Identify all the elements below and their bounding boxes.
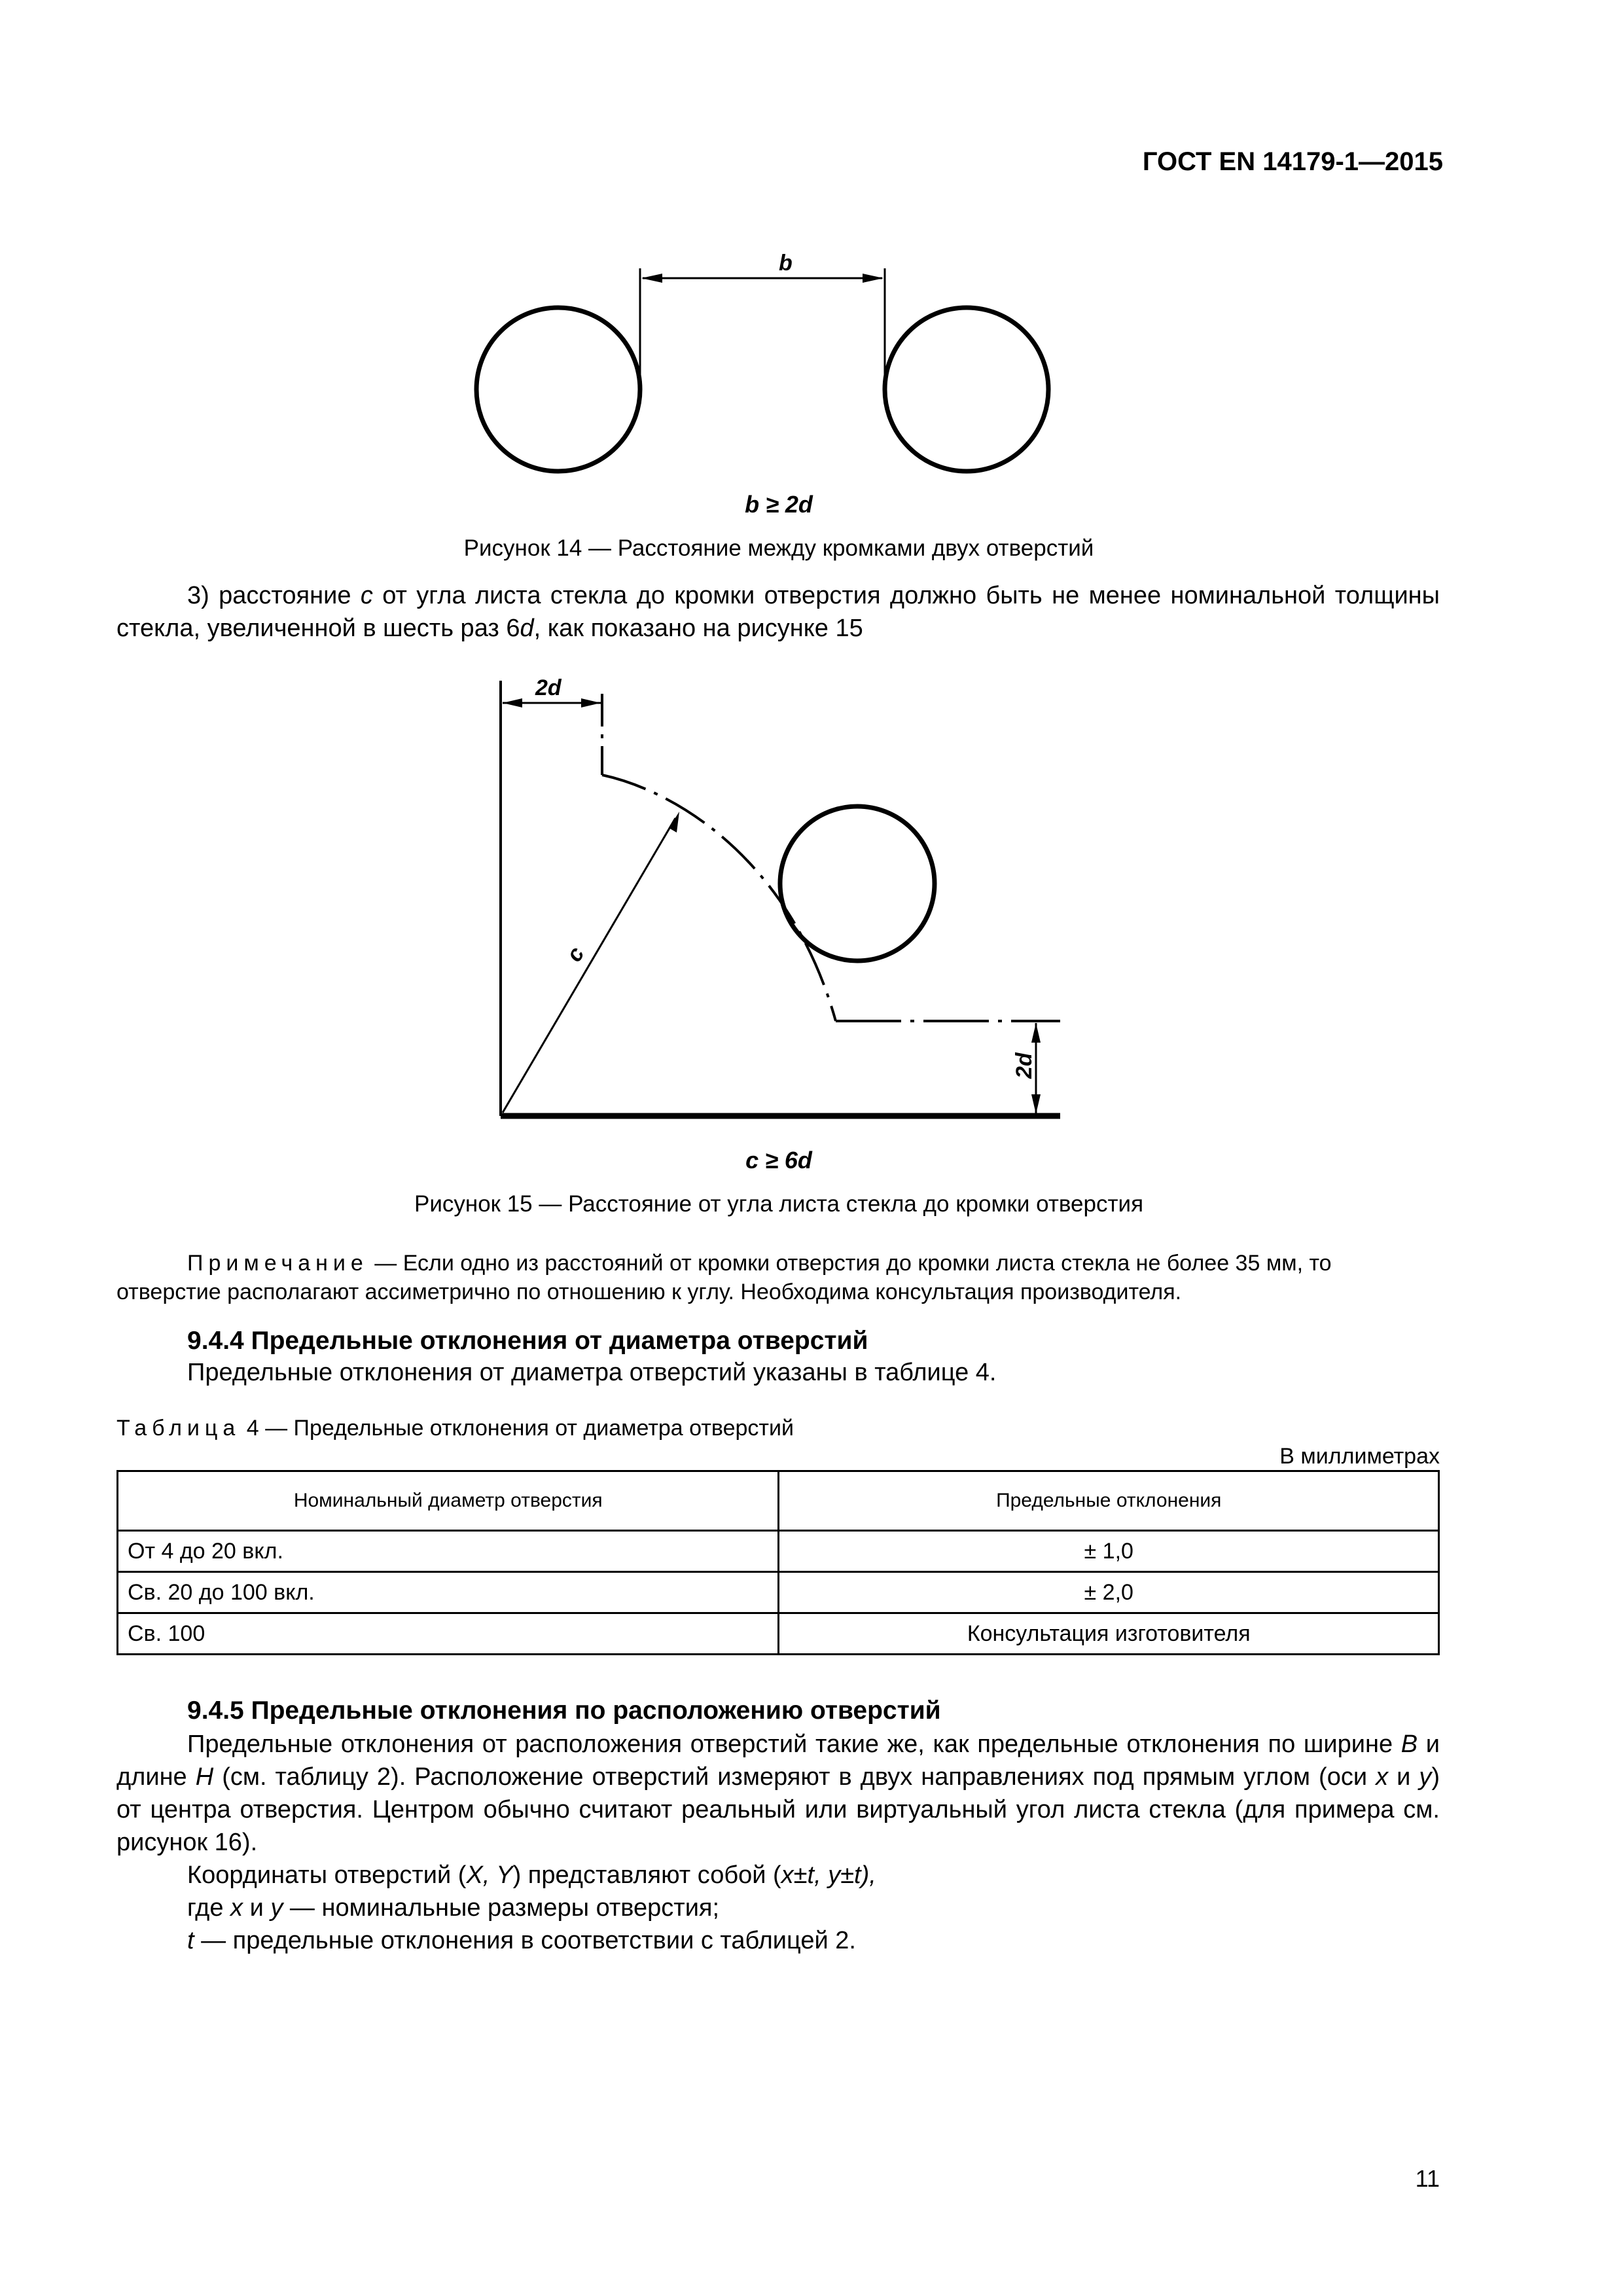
paragraph-3: 3) расстояние c от угла листа стекла до кромки отверстия должно быть не менее номинальной толщины стекла, увеличенной в шесть раз 6d, как показано на рисунке 15 bbox=[116, 582, 1440, 642]
arrow-left bbox=[641, 274, 662, 283]
dim-right-arrow-top bbox=[1031, 1023, 1041, 1043]
table-cell: От 4 до 20 вкл. bbox=[118, 1531, 779, 1572]
page-number: 11 bbox=[1415, 2165, 1440, 2192]
table-4-title: Таблица 4 — Предельные отклонения от диаметра отверстий bbox=[116, 1416, 794, 1441]
table-cell: ± 1,0 bbox=[779, 1531, 1439, 1572]
standard-id: ГОСТ EN 14179-1—2015 bbox=[1142, 147, 1443, 176]
table-header-cell: Номинальный диаметр отверстия bbox=[118, 1471, 779, 1531]
figure-14-caption: Рисунок 14 — Расстояние между кромками двух отверстий bbox=[463, 535, 1094, 561]
zone-arc bbox=[602, 775, 836, 1021]
table-4 bbox=[116, 1470, 1440, 1655]
radius-line-c bbox=[503, 818, 675, 1113]
radius-label: c bbox=[562, 942, 590, 966]
section-945-heading: 9.4.5 Предельные отклонения по расположению отверстий bbox=[187, 1696, 941, 1725]
table-row bbox=[118, 1531, 1439, 1572]
dim-right-arrow-bottom bbox=[1031, 1094, 1041, 1114]
hole bbox=[780, 806, 935, 961]
dim-right-label: 2d bbox=[1012, 1052, 1037, 1079]
hole-right bbox=[885, 308, 1048, 471]
dim-top-arrow-left bbox=[503, 698, 522, 708]
section-944-text: Предельные отклонения от диаметра отверстий указаны в таблице 4. bbox=[187, 1359, 997, 1386]
arrow-right bbox=[863, 274, 883, 283]
table-cell: Св. 100 bbox=[118, 1613, 779, 1655]
table-row bbox=[118, 1613, 1439, 1655]
note-text: — Если одно из расстояний от кромки отверстия до кромки листа стекла не более 35 мм, то отверстие располагают ассиметрично по отношению к углу. Необходима консультация производителя. bbox=[116, 1251, 1332, 1304]
dim-top-label: 2d bbox=[535, 675, 562, 700]
table-header-row bbox=[118, 1471, 1439, 1531]
figure-15 bbox=[484, 668, 1073, 1132]
figure-15-condition: c ≥ 6d bbox=[745, 1147, 812, 1174]
radius-arrow bbox=[669, 812, 679, 833]
note bbox=[116, 1249, 1440, 1306]
table-cell: Св. 20 до 100 вкл. bbox=[118, 1572, 779, 1613]
hole-left bbox=[476, 308, 640, 471]
table-cell: ± 2,0 bbox=[779, 1572, 1439, 1613]
section-944-heading: 9.4.4 Предельные отклонения от диаметра отверстий bbox=[187, 1327, 868, 1355]
figure-14 bbox=[458, 249, 1099, 484]
table-4-units: В миллиметрах bbox=[1279, 1444, 1440, 1469]
dim-label-b: b bbox=[779, 251, 793, 276]
section-945-body: Предельные отклонения от расположения отверстий такие же, как предельные отклонения по ширине B и длине H (см. таблицу 2). Расположение отверстий измеряют в двух направлениях под прямым углом (оси x и y) от центра отверстия. Центром обычно считают реальный или виртуальный угол листа стекла (для примера см. рисунок 16). Координаты отверстий (X, Y) представляют собой (x±t, y±t), где x и y — номинальные размеры отверстия; t — предельные отклонения в соответствии с таблицей 2. bbox=[116, 1731, 1440, 1954]
table-header-cell: Предельные отклонения bbox=[779, 1471, 1439, 1531]
figure-15-caption: Рисунок 15 — Расстояние от угла листа стекла до кромки отверстия bbox=[414, 1191, 1144, 1217]
table-row bbox=[118, 1572, 1439, 1613]
table-cell: Консультация изготовителя bbox=[779, 1613, 1439, 1655]
dim-top-arrow-right bbox=[581, 698, 601, 708]
figure-14-condition: b ≥ 2d bbox=[745, 491, 813, 518]
note-label: Примечание bbox=[187, 1251, 368, 1276]
